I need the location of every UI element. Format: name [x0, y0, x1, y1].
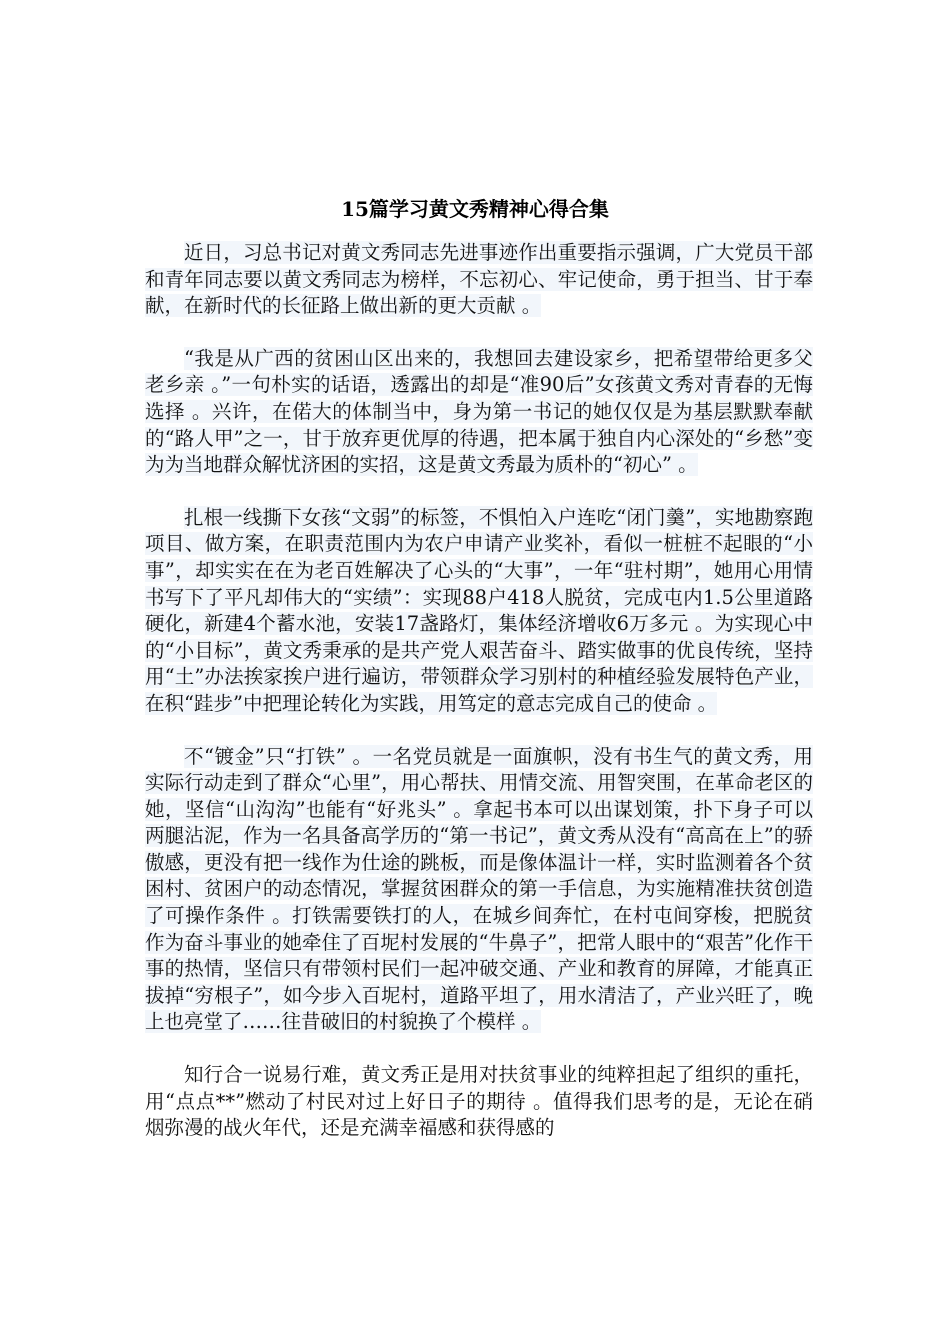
- paragraph-3-text: 扎根一线撕下女孩“文弱”的标签，不惧怕入户连吃“闭门羹”，实地勘察跑项目、做方案，在职责范围内为农户申请产业奖补，看似一桩桩不起眼的“小事”，却实实在在为老百姓解决了心头的“大事”，一年“驻村期”，她用心用情书写下了平凡却伟大的“实绩”：实现88户418人脱贫，完成屯内1.5公里道路硬化，新建4个蓄水池，安装17盏路灯，集体经济增收6万多元 。为实现心中的“小目标”，黄文秀秉承的是共产党人艰苦奋斗、踏实做事的优良传统，坚持用“土”办法挨家挨户进行遍访，带领群众学习别村的种植经验发展特色产业，在积“跬步”中把理论转化为实践，用笃定的意志完成自己的使命 。: [145, 505, 813, 715]
- paragraph-4: [145, 744, 813, 1037]
- paragraph-2: [145, 346, 813, 479]
- paragraph-5: [145, 1062, 813, 1142]
- paragraph-1-text: 近日，习总书记对黄文秀同志先进事迹作出重要指示强调，广大党员干部和青年同志要以黄文秀同志为榜样，不忘初心、牢记使命，勇于担当、甘于奉献，在新时代的长征路上做出新的更大贡献 。: [145, 241, 813, 318]
- paragraph-1: [145, 240, 813, 320]
- document-body: [145, 240, 813, 1168]
- paragraph-2-text: “我是从广西的贫困山区出来的，我想回去建设家乡，把希望带给更多父老乡亲 。”一句朴实的话语，透露出的却是“准90后”女孩黄文秀对青春的无悔选择 。兴许，在偌大的体制当中，身为第一书记的她仅仅是为基层默默奉献的“路人甲”之一，甘于放弃更优厚的待遇，把本属于独自内心深处的“乡愁”变为为当地群众解忧济困的实招，这是黄文秀最为质朴的“初心” 。: [145, 346, 813, 477]
- paragraph-5-text: 知行合一说易行难，黄文秀正是用对扶贫事业的纯粹担起了组织的重托，用“点点**”燃动了村民对过上好日子的期待 。值得我们思考的是，无论在硝烟弥漫的战火年代，还是充满幸福感和获得感的: [145, 1063, 813, 1140]
- document-title: 15篇学习黄文秀精神心得合集: [341, 197, 609, 221]
- paragraph-3: [145, 505, 813, 718]
- paragraph-4-text: 不“镀金”只“打铁” 。一名党员就是一面旗帜，没有书生气的黄文秀，用实际行动走到了群众“心里”，用心帮扶、用情交流、用智突围，在革命老区的她，坚信“山沟沟”也能有“好兆头” 。拿起书本可以出谋划策，扑下身子可以两腿沾泥，作为一名具备高学历的“第一书记”，黄文秀从没有“高高在上”的骄傲感，更没有把一线作为仕途的跳板，而是像体温计一样，实时监测着各个贫困村、贫困户的动态情况，掌握贫困群众的第一手信息，为实施精准扶贫创造了可操作条件 。打铁需要铁打的人，在城乡间奔忙，在村屯间穿梭，把脱贫作为奋斗事业的她牵住了百坭村发展的“牛鼻子”，把常人眼中的“艰苦”化作干事的热情，坚信只有带领村民们一起冲破交通、产业和教育的屏障，才能真正拔掉“穷根子”，如今步入百坭村，道路平坦了，用水清洁了，产业兴旺了，晚上也亮堂了……往昔破旧的村貌换了个模样 。: [145, 744, 813, 1034]
